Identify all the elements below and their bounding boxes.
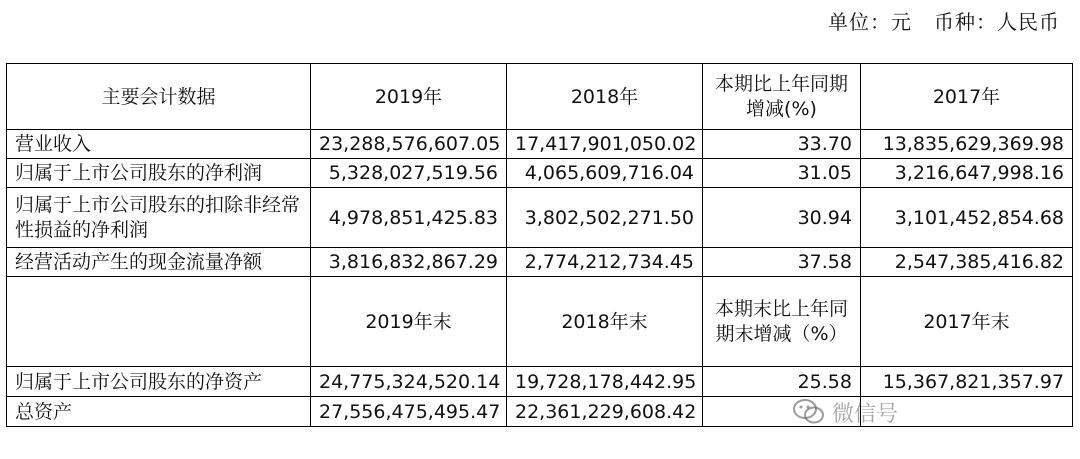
row-label: 经营活动产生的现金流量净额 [7, 248, 311, 277]
table-row [7, 159, 1073, 188]
header-cell [7, 277, 311, 367]
table-cell [861, 397, 1073, 427]
table-cell: 24,775,324,520.14 [311, 367, 507, 397]
table-row [7, 367, 1073, 397]
table-cell: 19,728,178,442.95 [507, 367, 703, 397]
header-cell: 2019年 [311, 64, 507, 130]
header-cell: 2017年 [861, 64, 1073, 130]
table-cell: 33.70 [703, 130, 861, 159]
table-row [7, 130, 1073, 159]
header-cell: 主要会计数据 [7, 64, 311, 130]
table-header-row [7, 64, 1073, 130]
header-cell: 2018年末 [507, 277, 703, 367]
table-cell: 4,065,609,716.04 [507, 159, 703, 188]
header-cell: 本期比上年同期增减(%) [703, 64, 861, 130]
table-cell: 27,556,475,495.47 [311, 397, 507, 427]
unit-currency-line [806, 6, 1060, 35]
table-cell: 13,835,629,369.98 [861, 130, 1073, 159]
table-cell: 3,816,832,867.29 [311, 248, 507, 277]
unit-label: 单位：元 [828, 10, 912, 34]
table-cell: 3,101,452,854.68 [861, 188, 1073, 248]
table-cell: 5,328,027,519.56 [311, 159, 507, 188]
table-cell: 37.58 [703, 248, 861, 277]
header-cell: 2019年末 [311, 277, 507, 367]
table-cell: 15,367,821,357.97 [861, 367, 1073, 397]
table-cell: 31.05 [703, 159, 861, 188]
table-cell: 22,361,229,608.42 [507, 397, 703, 427]
table-cell: 30.94 [703, 188, 861, 248]
table-subheader-row [7, 277, 1073, 367]
row-label: 营业收入 [7, 130, 311, 159]
table-cell: 4,978,851,425.83 [311, 188, 507, 248]
watermark-text: 微信号 [832, 401, 899, 427]
table-cell [703, 397, 861, 427]
header-cell: 2018年 [507, 64, 703, 130]
row-label: 总资产 [7, 397, 311, 427]
table-cell: 2,547,385,416.82 [861, 248, 1073, 277]
table-cell: 25.58 [703, 367, 861, 397]
table-row [7, 397, 1073, 427]
table-row [7, 188, 1073, 248]
header-cell: 2017年末 [861, 277, 1073, 367]
table-row [7, 248, 1073, 277]
table-cell: 3,216,647,998.16 [861, 159, 1073, 188]
table-cell: 3,802,502,271.50 [507, 188, 703, 248]
row-label: 归属于上市公司股东的净资产 [7, 367, 311, 397]
table-cell: 2,774,212,734.45 [507, 248, 703, 277]
row-label: 归属于上市公司股东的净利润 [7, 159, 311, 188]
header-cell: 本期末比上年同期末增减（%） [703, 277, 861, 367]
currency-label: 币种：人民币 [934, 10, 1060, 34]
row-label: 归属于上市公司股东的扣除非经常性损益的净利润 [7, 188, 311, 248]
table-cell: 23,288,576,607.05 [311, 130, 507, 159]
table-cell: 17,417,901,050.02 [507, 130, 703, 159]
financial-data-table [6, 63, 1073, 427]
